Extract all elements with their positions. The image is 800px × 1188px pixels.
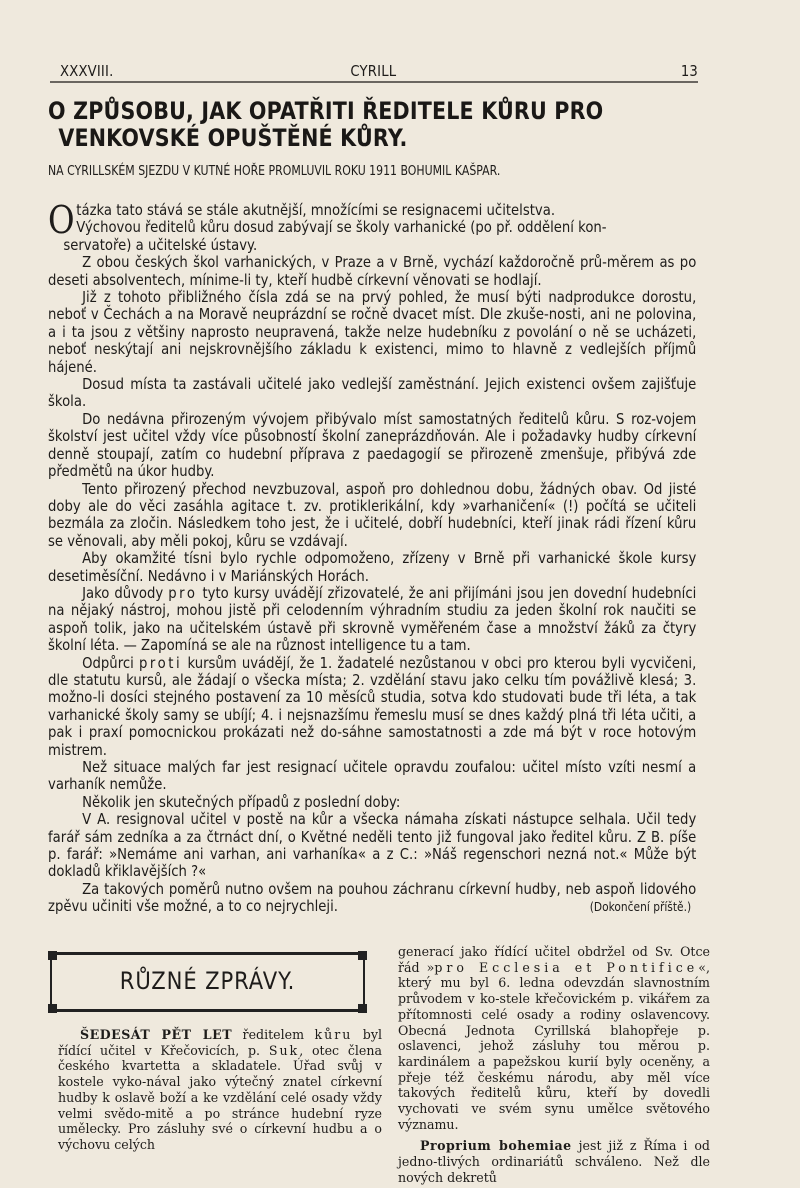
paragraph: Za takových poměrů nutno ovšem na pouhou záchranu církevní hudby, neb aspoň lidového zpěvu učiniti vše možné, a to co nejrychleji. (Dokončení příště.) — [48, 879, 697, 916]
news-item-lead: ŠEDESÁT PĚT LET — [80, 1027, 233, 1042]
continued-note: (Dokončení příště.) — [589, 899, 692, 915]
volume-number: XXXVIII. — [60, 62, 114, 80]
journal-name: CYRILL — [350, 62, 397, 80]
drop-cap: O — [48, 198, 75, 242]
page-number: 13 — [680, 62, 698, 80]
paragraph: Aby okamžité tísni bylo rychle odpomoženo, zřízeny v Brně při varhanické škole kursy desetiměsíční. Nedávno i v Mariánských Horách. — [48, 549, 697, 585]
news-item-continued: generací jako řídící učitel obdržel od Sv. Otce řád »pro Ecclesia et Pontifice«, který mu byl 6. ledna odevzdán slavnostním průvodem v ko-stele křečovickém p. vikářem za přítomnosti celé osady a rodiny oslavencovy. Obecná Jednota Cyrillská blahopřeje p. oslavenci, jehož zásluhy tou měrou p. kardinálem a papežskou kurií byly oceněny, a přeje též českému národu, aby měl více takových ředitelů kůru, kteří by dovedli vychovati ve svém synu umělce světového významu. — [398, 944, 710, 1132]
paragraph: Výchovou ředitelů kůru dosud zabývají se školy varhanické (po př. oddělení kon- servatoře) a učitelské ústavy. — [63, 218, 607, 254]
paragraph: Tento přirozený přechod nevzbuzoval, aspoň pro dohlednou dobu, žádných obav. Od jisté doby ale do věci zasáhla agitace t. zv. protiklerikální, kdy »varhaničení« (!) počítá se učiteli bezmála za zločin. Následkem toho jest, že i učitelé, dobří hudebníci, kteří jinak rádi řízení kůru se věnovali, aby měli pokoj, kůru se vzdávají. — [48, 479, 697, 550]
paragraph: Z obou českých škol varhanických, v Praze a v Brně, vychází každoročně prů-měrem as po deseti absolventech, mínime-li ty, kteří hudbě církevní věnovati se hodlají. — [48, 253, 697, 289]
paragraph: Dosud místa ta zastávali učitelé jako vedlejší zaměstnání. Jejich existenci ovšem zajišťuje škola. — [48, 375, 697, 411]
section-title: RŮZNÉ ZPRÁVY. — [119, 967, 296, 995]
paragraph: Již z tohoto přibližného čísla zdá se na prvý pohled, že musí býti nadprodukce dorostu, neboť v Čechách a na Moravě neuprázdní se ročně dvacet míst. Dle zkuše-nosti, ani ne polovina, a i ta jsou z většiny naprosto neupravená, takže nelze hudebníku z povolání o ně se ucházeti, neboť neskýtají ani nejskrovnějšího základu k existenci, mimo to hlavně z vedlejších příjmů hájené. — [48, 288, 697, 376]
running-header — [60, 60, 698, 82]
news-column-right — [398, 944, 710, 1186]
news-item-lead: Proprium bohemiae — [420, 1138, 572, 1154]
header-rule — [50, 81, 698, 83]
news-item: ŠEDESÁT PĚT LET ředitelem kůru byl řídící učitel v Křečovicích, p. Suk, otec člena českého kvartetta a skladatele. Úřad svůj v kostele vyko-nával jako výtečný znatel církevní hudby k oslavě boží a ke vzdělání celé osady vždy velmi svědo-mitě a po stránce hudební ryze umělecky. Pro zásluhy své o církevní hudbu a o výchovu celých — [58, 1027, 382, 1152]
paragraph: Otázka tato stává se stále akutnější, množícími se resignacemi učitelstva. — [48, 198, 556, 242]
box-corner-ornament — [48, 951, 57, 960]
news-column-left — [58, 1027, 382, 1153]
paragraph: Než situace malých far jest resignací učitele opravdu zoufalou: učitel místo vzíti nesmí a varhaník nemůže. — [48, 758, 697, 794]
paragraph: Do nedávna přirozeným vývojem přibývalo míst samostatných ředitelů kůru. S roz-vojem školství jest učitel vždy více působností školní zaneprázdňován. Ale i požadavky hudby církevní denně stoupají, zatím co hudební příprava z paedagogií se přirozeně zmenšuje, přibývá zde předmětů na úkor hudby. — [48, 409, 697, 481]
paragraph: V A. resignoval učitel v postě na kůr a všecka námaha získati nástupce selhala. Učil tedy farář sám zedníka a za čtrnáct dní, o Květné neděli tento již fungoval jako ředitel kůru. Z B. píše p. farář: »Nemáme ani varhan, ani varhaníka« a z C.: »Náš regenschori nezná not.« Může být dokladů křiklavějších ?« — [48, 810, 697, 881]
paragraph: Jako důvody pro tyto kursy uvádějí zřizovatelé, že ani přijímáni jsou jen dovední hudebníci na nějaký nástroj, mohou jistě při celodenním výhradním studiu za jeden školní rok naučiti se aspoň tolik, jako na učitelském ústavě při skrovně vyměřeném čase a množství žáků za čtyry školní léta. — Zapomíná se ale na různost intelligence tu a tam. — [48, 583, 697, 655]
article-title — [48, 98, 650, 152]
paragraph: Odpůrci proti kursům uvádějí, že 1. žadatelé nezůstanou v obci pro kterou byli vycvičeni, dle statutu kursů, ale žádají o všecka místa; 2. vzdělání stavu jako celku tím povážlivě klesá; 3. možno-li dosíci stejného postavení za 10 měsíců studia, sotva kdo studovati bude tři léta, a tak varhanické školy samy se ubíjí; 4. i nejsnazšímu řemeslu musí se dnes každý plná tři léta učiti, a pak i praxí pomocnickou prokázati než do-sáhne samostatnosti a zde má být v roce hotovým mistrem. — [48, 653, 697, 759]
box-corner-ornament — [358, 951, 367, 960]
box-corner-ornament — [358, 1004, 367, 1013]
section-heading-box — [50, 952, 365, 1012]
title-line-2: VENKOVSKÉ OPUŠTĚNÉ KŮRY. — [58, 124, 408, 152]
article-subtitle: NA CYRILLSKÉM SJEZDU V KUTNÉ HOŘE PROMLUVIL ROKU 1911 BOHUMIL KAŠPAR. — [48, 163, 501, 179]
article-body — [48, 198, 697, 916]
news-item: Proprium bohemiae jest již z Říma i od jedno-tlivých ordinariátů schváleno. Než dle nových dekretů — [398, 1138, 710, 1185]
box-corner-ornament — [48, 1004, 57, 1013]
paragraph: Několik jen skutečných případů z poslední doby: — [82, 792, 401, 811]
title-line-1: O ZPŮSOBU, JAK OPATŘITI ŘEDITELE KŮRU PRO — [48, 97, 604, 125]
